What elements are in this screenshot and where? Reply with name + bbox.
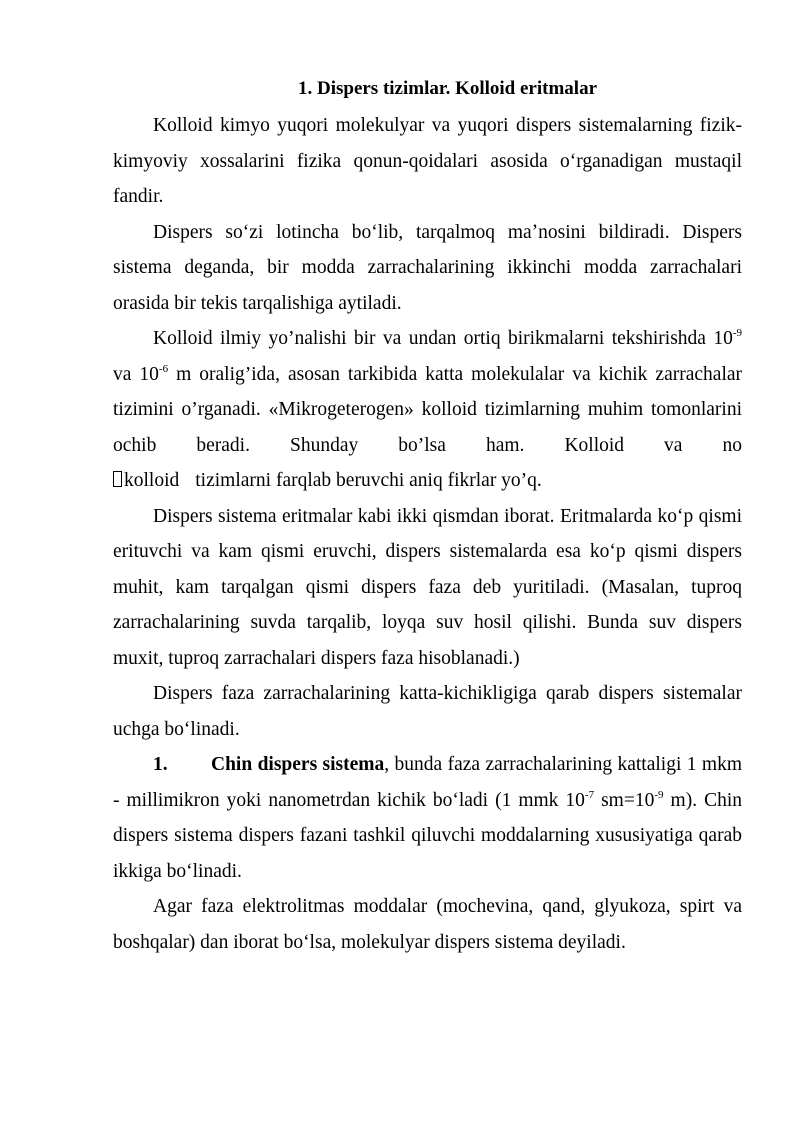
document-page: [113, 74, 742, 960]
exponent: -6: [158, 362, 169, 375]
paragraph-colloid-chemistry-definition: Kolloid kimyo yuqori molekulyar va yuqori dispers sistemalarning fizik-kimyoviy xossalarini fizika qonun-qoidalari asosida oʻrganadigan mustaqil fandir.: [113, 115, 742, 207]
text-run: tizimlarni farqlab beruvchi aniq fikrlar yo’q.: [195, 470, 542, 491]
text-run: kolloid: [124, 470, 180, 491]
paragraph-dispers-word-meaning: Dispers soʻzi lotincha boʻlib, tarqalmoq maʼnosini bildiradi. Dispers sistema deganda, bir modda zarrachalarining ikkinchi modda zarrachalari orasida bir tekis tarqalishiga aytiladi.: [113, 221, 742, 314]
text-run: sm=10: [594, 789, 655, 811]
paragraph-dispers-classification: Dispers faza zarrachalarining katta-kichikligiga qarab dispers sistemalar uchga boʻlinadi.: [113, 683, 742, 740]
missing-glyph-box: [113, 471, 122, 487]
text-run: va 10: [113, 363, 159, 385]
bold-term: Chin dispers sistema: [211, 754, 385, 775]
list-item-true-dispers-system: [113, 747, 742, 889]
paragraph-molecular-dispers-system: Agar faza elektrolitmas moddalar (mochevina, qand, glyukoza, spirt va boshqalar) dan iborat boʻlsa, molekulyar dispers sistema deyiladi.: [113, 896, 742, 953]
text-run: , bunda faza zarrachalarining kattaligi 1 mkm - millimikron yoki nanometrdan kichik boʻladi (1 mmk 10: [113, 754, 742, 811]
exponent: -9: [732, 327, 742, 339]
text-run: m oralig’ida, asosan tarkibida katta molekulalar va kichik zarrachalar tizimini o’rganadi. «Mikrogeterogen» kolloid tizimlarning muhim tomonlarini ochib beradi. Shunday bo’lsa ham. Kolloid va no: [113, 363, 743, 456]
paragraph-colloid-research-last-line: [113, 463, 742, 499]
paragraph-dispers-system-parts: Dispers sistema eritmalar kabi ikki qismdan iborat. Eritmalarda koʻp qismi erituvchi va kam qismi eruvchi, dispers sistemalarda esa koʻp qismi dispers muhit, kam tarqalgan qismi dispers faza deb yuritiladi. (Masalan, tuproq zarrachalarining suvda tarqalib, loyqa suv hosil qilishi. Bunda suv dispers muxit, tuproq zarrachalari dispers faza hisoblanadi.): [113, 505, 742, 669]
text-run: m). Chin dispers sistema dispers fazani tashkil qiluvchi moddalarning xususiyatiga qarab ikkiga boʻlinadi.: [113, 789, 742, 882]
text-run: Kolloid ilmiy yo’nalishi bir va undan ortiq birikmalarni tekshirishda 10: [153, 328, 733, 349]
exponent: -7: [584, 788, 595, 801]
exponent: -9: [654, 788, 664, 801]
list-number: 1.: [153, 754, 168, 775]
paragraph-colloid-research: [113, 321, 742, 463]
section-title: 1. Dispers tizimlar. Kolloid eritmalar: [297, 78, 598, 99]
